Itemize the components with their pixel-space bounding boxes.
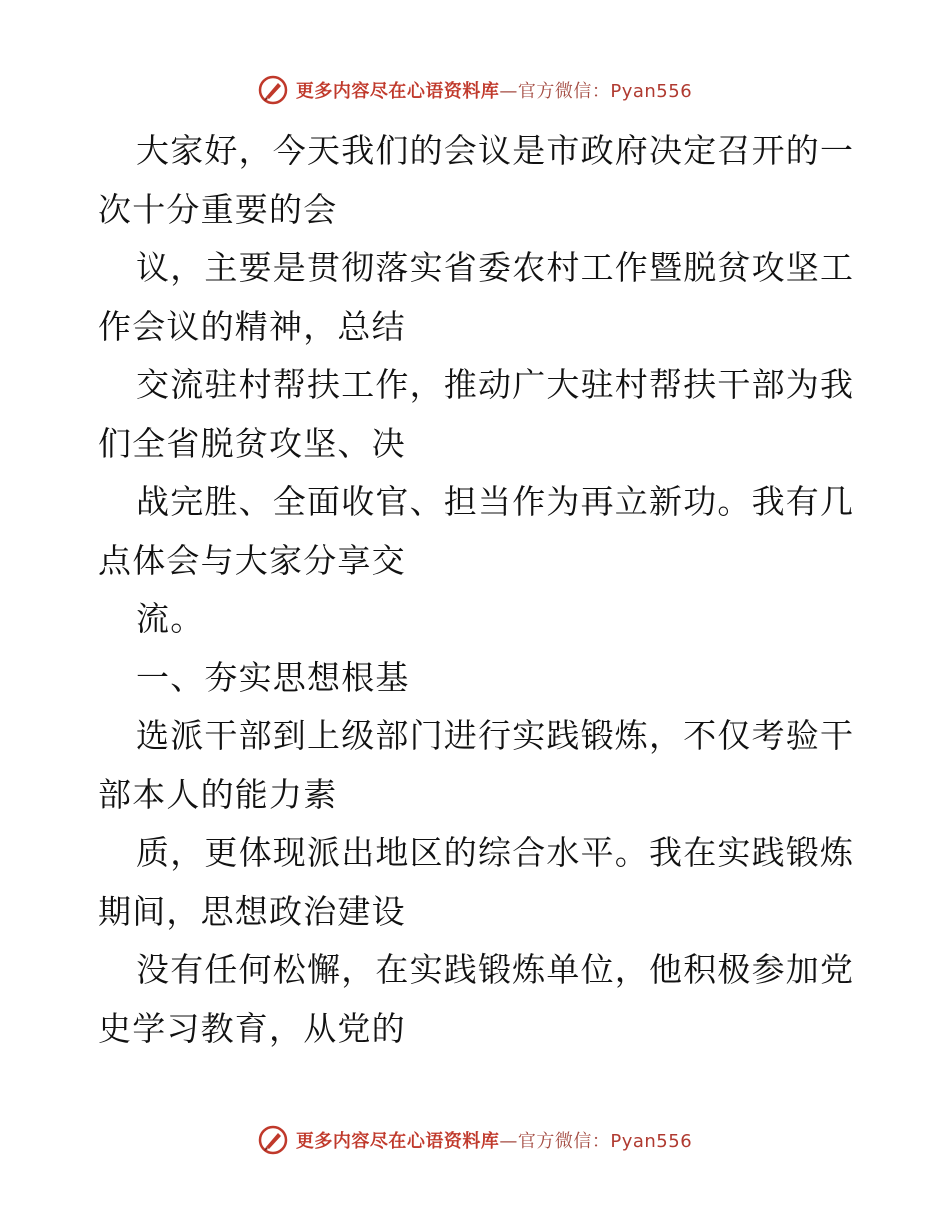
banner-title: 更多内容尽在心语资料库: [295, 81, 500, 102]
quill-pen-icon: [258, 75, 288, 105]
banner-separator: —: [499, 1131, 518, 1152]
text-line: 流。: [136, 599, 205, 638]
banner-contact-label: 官方微信：: [517, 81, 611, 102]
banner-contact-value: Pyan556: [610, 1131, 693, 1152]
text-line: 质，更体现派出地区的综合水平。我在实践锻炼: [136, 833, 855, 872]
text-line: 们全省脱贫攻坚、决: [98, 423, 406, 463]
text-line: 作会议的精神，总结: [98, 306, 406, 346]
text-line: 一、夯实思想根基: [136, 657, 410, 697]
text-line: 次十分重要的会: [98, 189, 338, 229]
text-line: 大家好，今天我们的会议是市政府决定召开的一: [136, 131, 855, 170]
text-line: 部本人的能力素: [98, 774, 338, 814]
text-line: 选派干部到上级部门进行实践锻炼，不仅考验干: [136, 716, 855, 755]
header-banner: [0, 70, 950, 110]
text-line: 议，主要是贯彻落实省委农村工作暨脱贫攻坚工: [136, 248, 855, 287]
text-line: 没有任何松懈，在实践锻炼单位，他积极参加党: [136, 950, 855, 989]
footer-banner: [0, 1120, 950, 1160]
document-body: [98, 122, 858, 1058]
text-line: 点体会与大家分享交: [98, 540, 406, 580]
banner-title: 更多内容尽在心语资料库: [295, 1131, 500, 1152]
text-line: 交流驻村帮扶工作，推动广大驻村帮扶干部为我: [136, 365, 855, 404]
text-line: 史学习教育，从党的: [98, 1008, 406, 1048]
text-line: 战完胜、全面收官、担当作为再立新功。我有几: [136, 482, 855, 521]
banner-separator: —: [499, 81, 518, 102]
quill-pen-icon: [258, 1125, 288, 1155]
text-line: 期间，思想政治建设: [98, 891, 406, 931]
banner-contact-value: Pyan556: [610, 81, 693, 102]
banner-contact-label: 官方微信：: [517, 1131, 611, 1152]
